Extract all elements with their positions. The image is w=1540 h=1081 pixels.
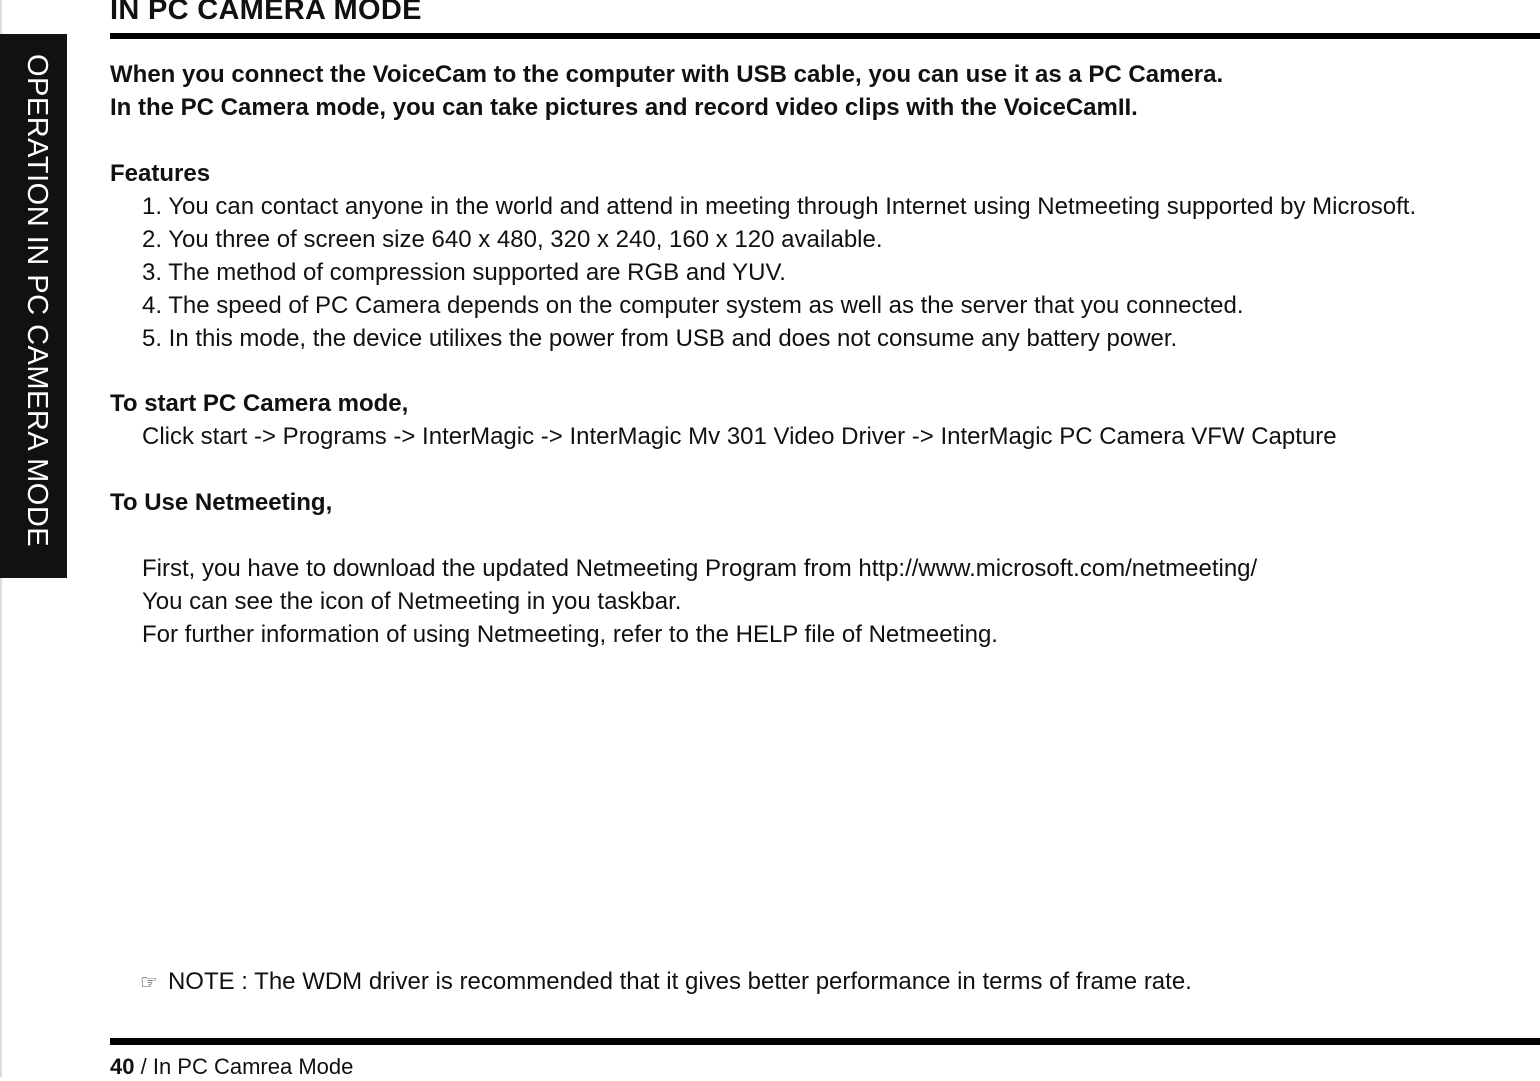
netmeeting-line: You can see the icon of Netmeeting in you taskbar. — [142, 588, 682, 615]
footer-separator: / — [134, 1054, 153, 1079]
side-tab — [0, 34, 67, 578]
note-text: NOTE : The WDM driver is recommended that it gives better performance in terms of frame rate. — [167, 968, 1192, 995]
page-number: 40 — [110, 1054, 135, 1079]
netmeeting-line: For further information of using Netmeeting, refer to the HELP file of Netmeeting. — [142, 621, 998, 648]
feature-item: 1. You can contact anyone in the world and attend in meeting through Internet using Netmeeting supported by Microsoft. — [142, 193, 1417, 220]
start-path: Click start -> Programs -> InterMagic -> InterMagic Mv 301 Video Driver -> InterMagic PC Camera VFW Capture — [142, 423, 1337, 450]
intro-line: When you connect the VoiceCam to the computer with USB cable, you can use it as a PC Camera. — [110, 61, 1224, 88]
footer-rule — [110, 1038, 1540, 1045]
intro-line: In the PC Camera mode, you can take pictures and record video clips with the VoiceCamII. — [110, 94, 1138, 121]
netmeeting-line: First, you have to download the updated Netmeeting Program from http://www.microsoft.com/netmeeting/ — [142, 555, 1258, 582]
features-heading: Features — [110, 160, 211, 187]
feature-item: 4. The speed of PC Camera depends on the computer system as well as the server that you connected. — [142, 292, 1244, 319]
start-heading: To start PC Camera mode, — [110, 390, 409, 417]
note — [140, 967, 1192, 998]
title-rule — [110, 33, 1540, 39]
footer-section: In PC Camrea Mode — [152, 1054, 354, 1079]
pointing-hand-icon: ☞ — [140, 972, 158, 994]
feature-item: 5. In this mode, the device utilixes the power from USB and does not consume any battery power. — [142, 325, 1178, 352]
side-tab-label: OPERATION IN PC CAMERA MODE — [21, 54, 53, 548]
feature-item: 3. The method of compression supported are RGB and YUV. — [142, 259, 786, 286]
feature-item: 2. You three of screen size 640 x 480, 320 x 240, 160 x 120 available. — [142, 226, 883, 253]
page-title: IN PC CAMERA MODE — [110, 0, 422, 26]
netmeeting-heading: To Use Netmeeting, — [110, 489, 333, 516]
